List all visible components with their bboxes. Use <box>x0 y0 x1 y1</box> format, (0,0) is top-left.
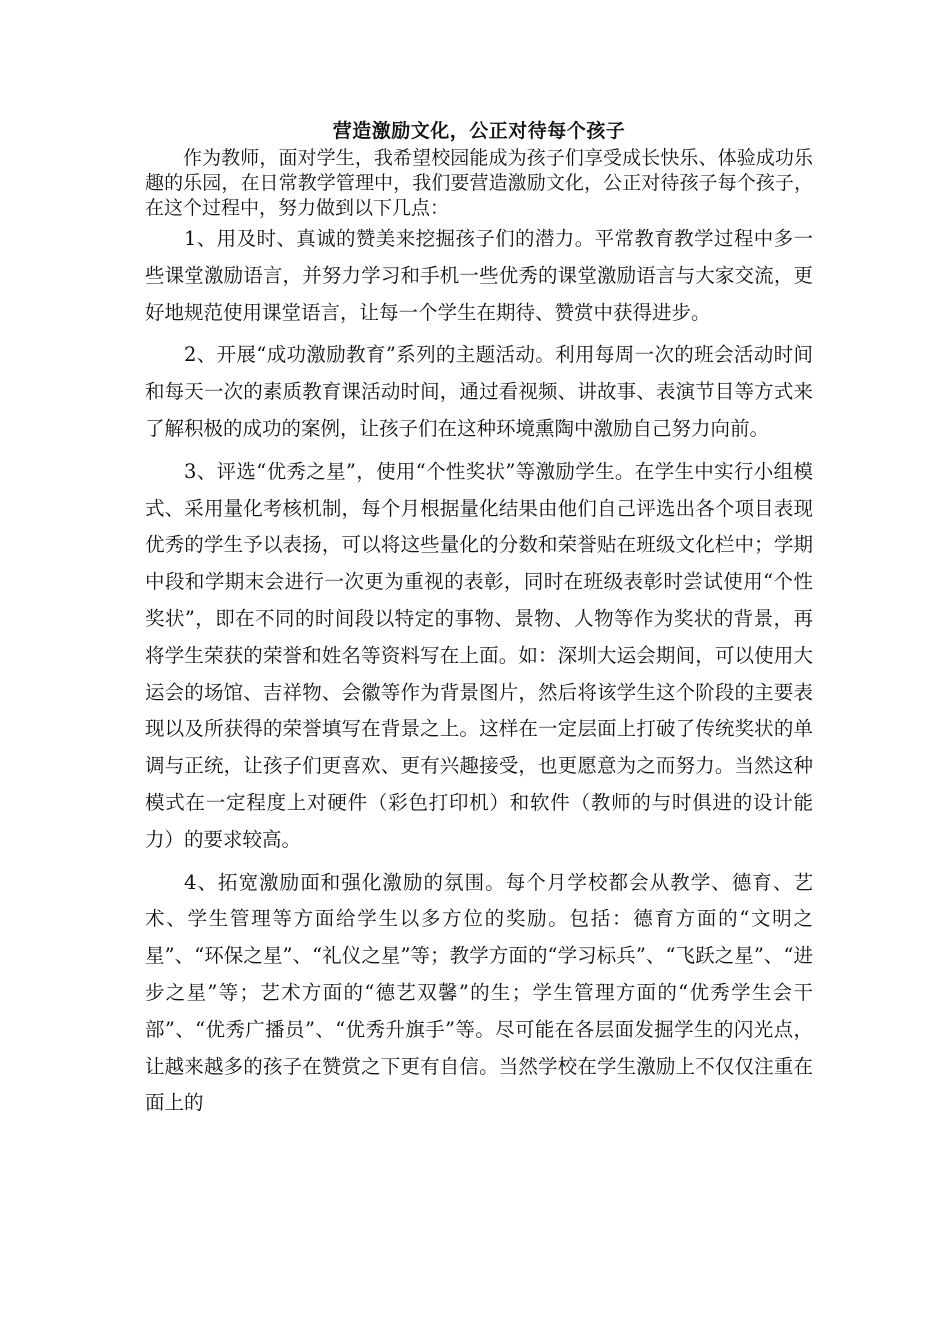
intro-paragraph: 作为教师，面对学生，我希望校园能成为孩子们享受成长快乐、体验成功乐趣的乐园，在日常教学管理中，我们要营造激励文化，公正对待孩子每个孩子，在这个过程中，努力做到以下几点： <box>145 147 813 219</box>
document-title: 营造激励文化，公正对待每个孩子 <box>332 120 626 142</box>
paragraph-1: 1、用及时、真诚的赞美来挖掘孩子们的潜力。平常教育教学过程中多一些课堂激励语言，并努力学习和手机一些优秀的课堂激励语言与大家交流，更好地规范使用课堂语言，让每一个学生在期待、赞赏中获得进步。 <box>145 227 813 324</box>
paragraph-3: 3、评选“优秀之星”，使用“个性奖状”等激励学生。在学生中实行小组模式、采用量化考核机制，每个月根据量化结果由他们自己评选出各个项目表现优秀的学生予以表扬，可以将这些量化的分数和荣誉贴在班级文化栏中；学期中段和学期末会进行一次更为重视的表彰，同时在班级表彰时尝试使用“个性奖状”，即在不同的时间段以特定的事物、景物、人物等作为奖状的背景，再将学生荣获的荣誉和姓名等资料写在上面。如：深圳大运会期间，可以使用大运会的场馆、吉祥物、会徽等作为背景图片，然后将该学生这个阶段的主要表现以及所获得的荣誉填写在背景之上。这样在一定层面上打破了传统奖状的单调与正统，让孩子们更喜欢、更有兴趣接受，也更愿意为之而努力。当然这种模式在一定程度上对硬件（彩色打印机）和软件（教师的与时俱进的设计能力）的要求较高。 <box>145 459 813 851</box>
paragraph-2: 2、开展“成功激励教育”系列的主题活动。利用每周一次的班会活动时间和每天一次的素质教育课活动时间，通过看视频、讲故事、表演节目等方式来了解积极的成功的案例，让孩子们在这种环境熏陶中激励自己努力向前。 <box>145 343 813 440</box>
document-page <box>145 116 813 1122</box>
paragraph-4: 4、拓宽激励面和强化激励的氛围。每个月学校都会从教学、德育、艺术、学生管理等方面给学生以多方位的奖励。包括：德育方面的“文明之星”、“环保之星”、“礼仪之星”等；教学方面的“学习标兵”、“飞跃之星”、“进步之星”等；艺术方面的“德艺双馨”的生；学生管理方面的“优秀学生会干部”、“优秀广播员”、“优秀升旗手”等。尽可能在各层面发掘学生的闪光点，让越来越多的孩子在赞赏之下更有自信。当然学校在学生激励上不仅仅注重在面上的 <box>145 870 813 1115</box>
